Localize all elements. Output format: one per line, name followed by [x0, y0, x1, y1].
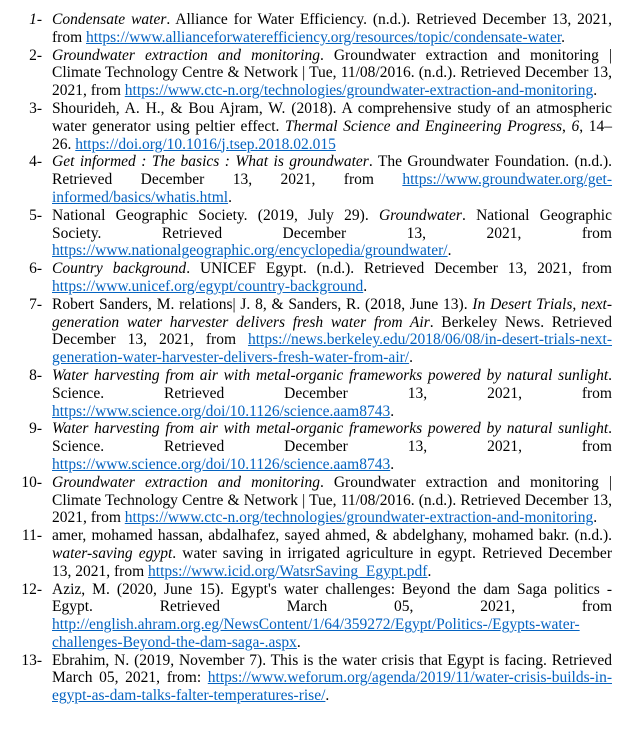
reference-text: Water harvesting from air with metal-organic frameworks powered by natural sunlight	[52, 366, 609, 384]
reference-text: Groundwater extraction and monitoring	[52, 473, 320, 491]
reference-item	[21, 527, 612, 580]
reference-text: Shourideh, A. H., & Bou Ajram, W. (2018). A comprehensive study of an atmospheric water generator using peltier effect.	[52, 99, 612, 135]
reference-text: Ebrahim, N. (2019, November 7). This is the water crisis that Egypt is facing. Retrieved March 05, 2021, from:	[52, 651, 612, 687]
reference-text: .	[427, 562, 432, 580]
reference-link[interactable]: https://doi.org/10.1016/j.tsep.2018.02.015	[75, 135, 336, 153]
reference-link[interactable]: https://www.science.org/doi/10.1126/science.aam8743	[52, 455, 391, 473]
reference-link[interactable]: https://www.icid.org/WatsrSaving_Egypt.pdf	[148, 562, 428, 580]
reference-text: .	[409, 349, 413, 367]
reference-item	[29, 260, 612, 296]
reference-link[interactable]: https://www.weforum.org/agenda/2019/11/water-crisis-builds-in-egypt-as-dam-talks-falter-temperatures-rise/	[52, 669, 612, 705]
reference-item	[21, 473, 612, 527]
reference-text: National Geographic Society. (2019, July 29).	[52, 206, 379, 224]
reference-text: . Groundwater extraction and monitoring | Climate Technology Centre & Network | Tue, 11/08/2016. (n.d.). Retrieved December 13, 2021, from	[52, 46, 612, 100]
reference-text: .	[296, 633, 301, 651]
reference-link[interactable]: https://www.nationalgeographic.org/encyclopedia/groundwater/	[52, 242, 448, 260]
reference-item	[29, 366, 612, 420]
reference-text: Country background	[52, 260, 187, 278]
reference-item	[29, 11, 612, 47]
reference-link[interactable]: https://www.ctc-n.org/technologies/groundwater-extraction-and-monitoring	[124, 82, 594, 100]
reference-link[interactable]: https://www.allianceforwaterefficiency.org/resources/topic/condensate-water	[86, 28, 562, 46]
reference-text: . Groundwater extraction and monitoring | Climate Technology Centre & Network | Tue, 11/08/2016. (n.d.). Retrieved December 13, 2021, from	[52, 473, 612, 527]
reference-link[interactable]: https://www.ctc-n.org/technologies/groundwater-extraction-and-monitoring	[124, 509, 594, 527]
reference-number: 10-	[21, 473, 42, 491]
reference-text: Groundwater	[378, 206, 462, 224]
reference-link[interactable]: https://www.science.org/doi/10.1126/science.aam8743	[52, 402, 391, 420]
reference-text: Aziz, M. (2020, June 15). Egypt's water challenges: Beyond the dam Saga politics - Egypt. Retrieved March 05, 2021, from	[52, 580, 612, 616]
reference-text: Groundwater extraction and monitoring	[52, 46, 320, 64]
reference-text: .	[447, 242, 452, 260]
reference-item	[29, 153, 612, 206]
reference-text: .	[363, 277, 368, 295]
reference-text: . Science. Retrieved December 13, 2021, from	[52, 420, 612, 456]
reference-item	[29, 206, 612, 260]
reference-text: . Berkeley News. Retrieved December 13, 2021, from	[52, 313, 612, 349]
reference-item	[21, 580, 612, 652]
reference-text: ,	[562, 117, 572, 135]
reference-text: . UNICEF Egypt. (n.d.). Retrieved December 13, 2021, from	[186, 260, 612, 278]
reference-number: 7-	[29, 295, 42, 313]
reference-link[interactable]: http://english.ahram.org.eg/NewsContent/1/64/359272/Egypt/Politics-/Egypts-water-challenges-Beyond-the-dam-saga-.aspx	[52, 616, 580, 651]
reference-text: .	[593, 82, 598, 100]
reference-text: .	[228, 188, 232, 206]
reference-number: 4-	[29, 153, 42, 171]
reference-item	[21, 651, 612, 705]
reference-text: . National Geographic Society. Retrieved December 13, 2021, from	[52, 206, 612, 242]
reference-text: .	[593, 509, 598, 527]
reference-text: . water saving in irrigated agriculture in egypt. Retrieved December 13, 2021, from	[52, 544, 612, 580]
reference-number: 8-	[29, 366, 42, 384]
reference-item	[29, 46, 612, 100]
reference-number: 11-	[21, 527, 42, 545]
reference-item	[29, 295, 612, 367]
reference-text: .	[390, 402, 395, 420]
reference-item	[29, 99, 612, 153]
reference-text: , 14–26.	[52, 117, 612, 153]
reference-text: In Desert Trials, next-generation water harvester delivers fresh water from Air	[52, 295, 612, 331]
reference-number: 5-	[29, 206, 42, 224]
reference-link[interactable]: https://www.groundwater.org/get-informed/basics/whatis.html	[52, 171, 612, 206]
reference-text: .	[325, 687, 330, 705]
reference-item	[29, 420, 612, 473]
reference-number: 2-	[29, 46, 42, 64]
reference-number: 12-	[21, 580, 42, 598]
reference-link[interactable]: https://news.berkeley.edu/2018/06/08/in-desert-trials-next-generation-water-harvester-delivers-fresh-water-from-air/	[52, 331, 612, 367]
reference-text: . Science. Retrieved December 13, 2021, from	[52, 366, 612, 402]
reference-text: Water harvesting from air with metal-organic frameworks powered by natural sunlight	[52, 420, 609, 438]
reference-text: Get informed : The basics : What is groundwater	[52, 153, 369, 171]
reference-text: water-saving egypt	[52, 544, 173, 562]
reference-text: . Alliance for Water Efficiency. (n.d.). Retrieved December 13, 2021, from	[52, 11, 612, 46]
reference-text: amer, mohamed hassan, abdalhafez, sayed ahmed, & abdelghany, mohamed bakr. (n.d.).	[52, 527, 612, 545]
reference-number: 6-	[29, 260, 42, 278]
reference-number: 9-	[29, 420, 42, 438]
reference-text: .	[561, 28, 566, 46]
reference-text: Thermal Science and Engineering Progress	[285, 117, 563, 135]
reference-number: 13-	[21, 651, 42, 669]
reference-link[interactable]: https://www.unicef.org/egypt/country-background	[52, 277, 364, 295]
reference-text: .	[390, 455, 395, 473]
reference-text: 6	[571, 117, 580, 135]
reference-number: 1-	[29, 11, 42, 28]
reference-text: Robert Sanders, M. relations| J. 8, & Sanders, R. (2018, June 13).	[52, 295, 473, 313]
reference-text: Condensate water	[52, 11, 167, 28]
reference-number: 3-	[29, 99, 42, 117]
reference-text: . The Groundwater Foundation. (n.d.). Retrieved December 13, 2021, from	[52, 153, 612, 189]
